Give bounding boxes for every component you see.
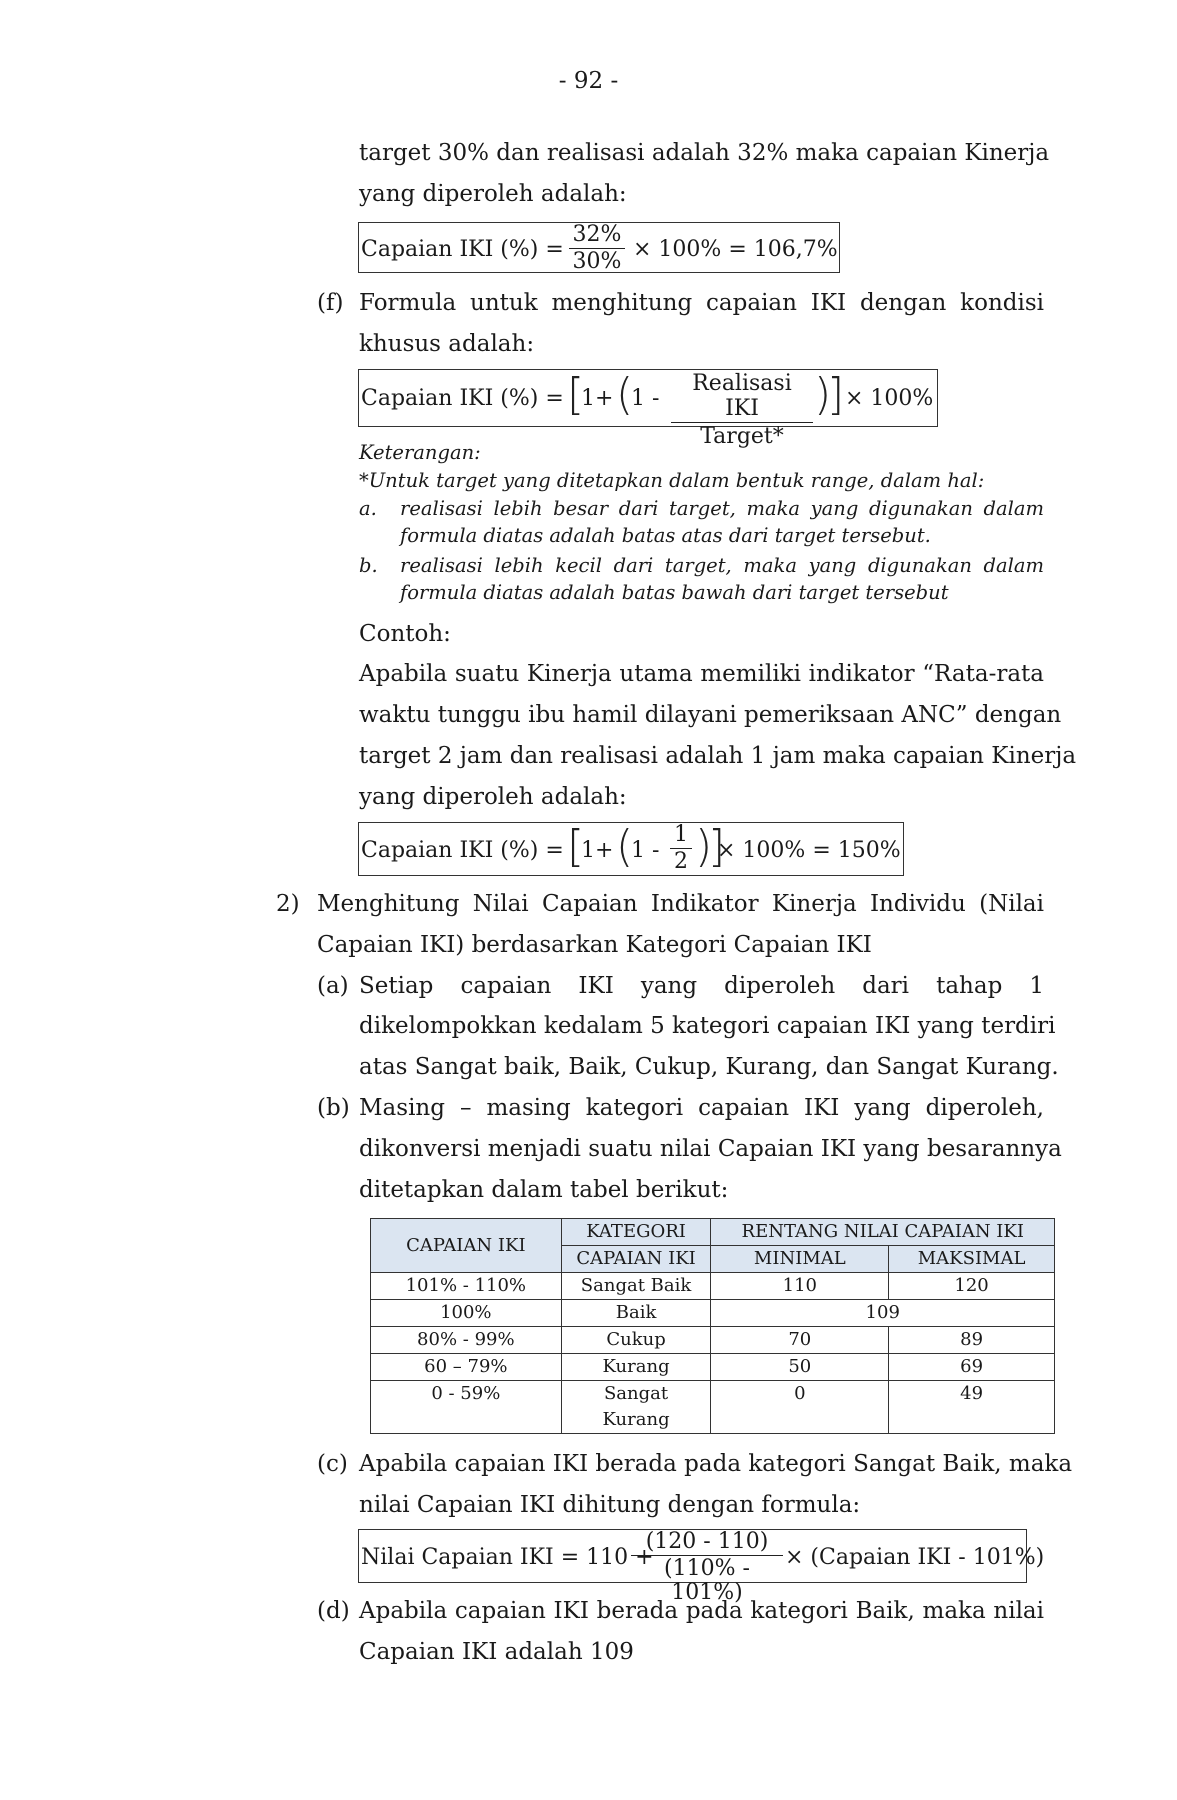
table-header-row [371, 1219, 1055, 1246]
item-d-marker: (d) [317, 1598, 350, 1624]
formula-box-4 [358, 1529, 1045, 1605]
formula-box-2 [358, 369, 938, 449]
cell-minimal: 50 [711, 1354, 889, 1381]
capaian-iki-table [370, 1218, 1055, 1434]
header-minimal: MINIMAL [711, 1246, 889, 1273]
formula-4-denominator: (110% - 101%) [664, 1556, 750, 1605]
formula-box-3 [358, 822, 904, 876]
page-number: - 92 - [558, 68, 619, 94]
formula-box-1 [358, 222, 840, 273]
formula-3-denominator: 2 [674, 849, 688, 874]
formula-2-one-minus: 1 - [631, 386, 660, 411]
right-paren-icon: ) [814, 369, 832, 420]
left-bracket-icon: [ [567, 821, 585, 872]
contoh-title: Contoh: [359, 621, 451, 647]
formula-4-label: Nilai Capaian IKI = 110 + [361, 1545, 654, 1570]
formula-3-rest: × 100% = 150% [717, 838, 901, 863]
item-c-line-1: Apabila capaian IKI berada pada kategori Sangat Baik, maka [359, 1451, 1073, 1477]
formula-3-one-plus: 1+ [581, 838, 614, 863]
cell-kategori-line-2: Kurang [602, 1409, 670, 1430]
cell-maksimal: 69 [889, 1354, 1055, 1381]
item-b-line-2: dikonversi menjadi suatu nilai Capaian IKI yang besarannya [359, 1136, 1062, 1162]
cell-kategori: Kurang [561, 1354, 711, 1381]
formula-4-rest: × (Capaian IKI - 101%) [785, 1545, 1045, 1570]
contoh-line-2: waktu tunggu ibu hamil dilayani pemeriksaan ANC” dengan [359, 702, 1062, 728]
left-paren-icon: ( [616, 821, 634, 872]
cell-maksimal: 49 [889, 1381, 1055, 1434]
item-c-marker: (c) [317, 1451, 348, 1477]
keterangan-title: Keterangan: [359, 441, 481, 464]
cell-capaian: 60 – 79% [371, 1354, 562, 1381]
formula-2-denominator: Target* [700, 424, 784, 449]
header-rentang: RENTANG NILAI CAPAIAN IKI [711, 1219, 1055, 1246]
formula-3-fraction [670, 823, 692, 874]
cell-minimal: 110 [711, 1273, 889, 1300]
formula-1-label: Capaian IKI (%) = [361, 237, 564, 262]
item-2-marker: 2) [276, 891, 300, 917]
item-a-marker: (a) [317, 973, 349, 999]
formula-1-fraction [569, 223, 625, 274]
keterangan-b-line-1: realisasi lebih kecil dari target, maka yang digunakan dalam [400, 554, 1044, 577]
cell-minimal: 0 [711, 1381, 889, 1434]
cell-capaian: 100% [371, 1300, 562, 1327]
right-paren-icon: ) [695, 821, 713, 872]
intro-line-1: target 30% dan realisasi adalah 32% maka capaian Kinerja [359, 140, 1050, 166]
formula-1-numerator: 32% [569, 223, 625, 249]
left-bracket-icon: [ [567, 369, 585, 420]
formula-1-denominator: 30% [572, 249, 622, 274]
keterangan-a-marker: a. [359, 497, 377, 520]
cell-kategori: Baik [561, 1300, 711, 1327]
item-c-line-2: nilai Capaian IKI dihitung dengan formula: [359, 1492, 861, 1518]
formula-3-numerator: 1 [670, 823, 692, 849]
contoh-line-4: yang diperoleh adalah: [359, 784, 627, 810]
cell-capaian: 0 - 59% [371, 1381, 562, 1434]
keterangan-b-marker: b. [359, 554, 378, 577]
cell-nilai: 109 [711, 1300, 1055, 1327]
left-paren-icon: ( [616, 369, 634, 420]
item-a-line-3: atas Sangat baik, Baik, Cukup, Kurang, dan Sangat Kurang. [359, 1054, 1059, 1080]
table-row [371, 1381, 1055, 1434]
right-bracket-icon: ] [708, 821, 726, 872]
item-d-line-1: Apabila capaian IKI berada pada kategori Baik, maka nilai [359, 1598, 1044, 1624]
keterangan-a-line-1: realisasi lebih besar dari target, maka yang digunakan dalam [400, 497, 1044, 520]
item-d-line-2: Capaian IKI adalah 109 [359, 1639, 634, 1665]
header-capaian-iki: CAPAIAN IKI [371, 1219, 562, 1273]
cell-kategori-line-1: Sangat [603, 1383, 669, 1404]
header-kategori-line-2: CAPAIAN IKI [561, 1246, 711, 1273]
item-b-marker: (b) [317, 1095, 350, 1121]
cell-kategori: Cukup [561, 1327, 711, 1354]
cell-maksimal: 89 [889, 1327, 1055, 1354]
keterangan-a-line-2: formula diatas adalah batas atas dari target tersebut. [400, 524, 931, 547]
keterangan-b-line-2: formula diatas adalah batas bawah dari target tersebut [400, 581, 949, 604]
contoh-line-3: target 2 jam dan realisasi adalah 1 jam maka capaian Kinerja [359, 743, 1077, 769]
item-f-line-2: khusus adalah: [359, 331, 535, 357]
table-row [371, 1273, 1055, 1300]
cell-maksimal: 120 [889, 1273, 1055, 1300]
table-row [371, 1327, 1055, 1354]
keterangan-note: *Untuk target yang ditetapkan dalam bentuk range, dalam hal: [359, 469, 985, 492]
cell-minimal: 70 [711, 1327, 889, 1354]
cell-kategori [561, 1381, 711, 1434]
item-a-line-1: Setiap capaian IKI yang diperoleh dari tahap 1 [359, 973, 1044, 999]
formula-3-one-minus: 1 - [631, 838, 660, 863]
formula-1-rest: × 100% = 106,7% [633, 237, 838, 262]
item-f-marker: (f) [317, 290, 344, 316]
right-bracket-icon: ] [827, 369, 845, 420]
item-a-line-2: dikelompokkan kedalam 5 kategori capaian IKI yang terdiri [359, 1013, 1056, 1039]
cell-capaian: 80% - 99% [371, 1327, 562, 1354]
header-maksimal: MAKSIMAL [889, 1246, 1055, 1273]
formula-4-fraction [631, 1530, 783, 1605]
formula-2-rest: × 100% [845, 386, 934, 411]
contoh-line-1: Apabila suatu Kinerja utama memiliki indikator “Rata-rata [359, 661, 1044, 687]
cell-capaian: 101% - 110% [371, 1273, 562, 1300]
cell-kategori: Sangat Baik [561, 1273, 711, 1300]
header-kategori-line-1: KATEGORI [561, 1219, 711, 1246]
formula-2-numerator: Realisasi IKI [671, 371, 813, 423]
formula-2-fraction [671, 371, 813, 449]
item-f-line-1: Formula untuk menghitung capaian IKI dengan kondisi [359, 290, 1044, 316]
formula-4-numerator: (120 - 110) [631, 1530, 783, 1556]
formula-3-label: Capaian IKI (%) = [361, 838, 564, 863]
formula-2-label: Capaian IKI (%) = [361, 386, 564, 411]
item-2-line-1: Menghitung Nilai Capaian Indikator Kinerja Individu (Nilai [317, 891, 1044, 917]
intro-line-2: yang diperoleh adalah: [359, 181, 627, 207]
item-b-line-1: Masing – masing kategori capaian IKI yang diperoleh, [359, 1095, 1044, 1121]
table-row [371, 1354, 1055, 1381]
table-row [371, 1300, 1055, 1327]
item-2-line-2: Capaian IKI) berdasarkan Kategori Capaian IKI [317, 932, 872, 958]
item-b-line-3: ditetapkan dalam tabel berikut: [359, 1177, 729, 1203]
formula-2-one-plus: 1+ [581, 386, 614, 411]
